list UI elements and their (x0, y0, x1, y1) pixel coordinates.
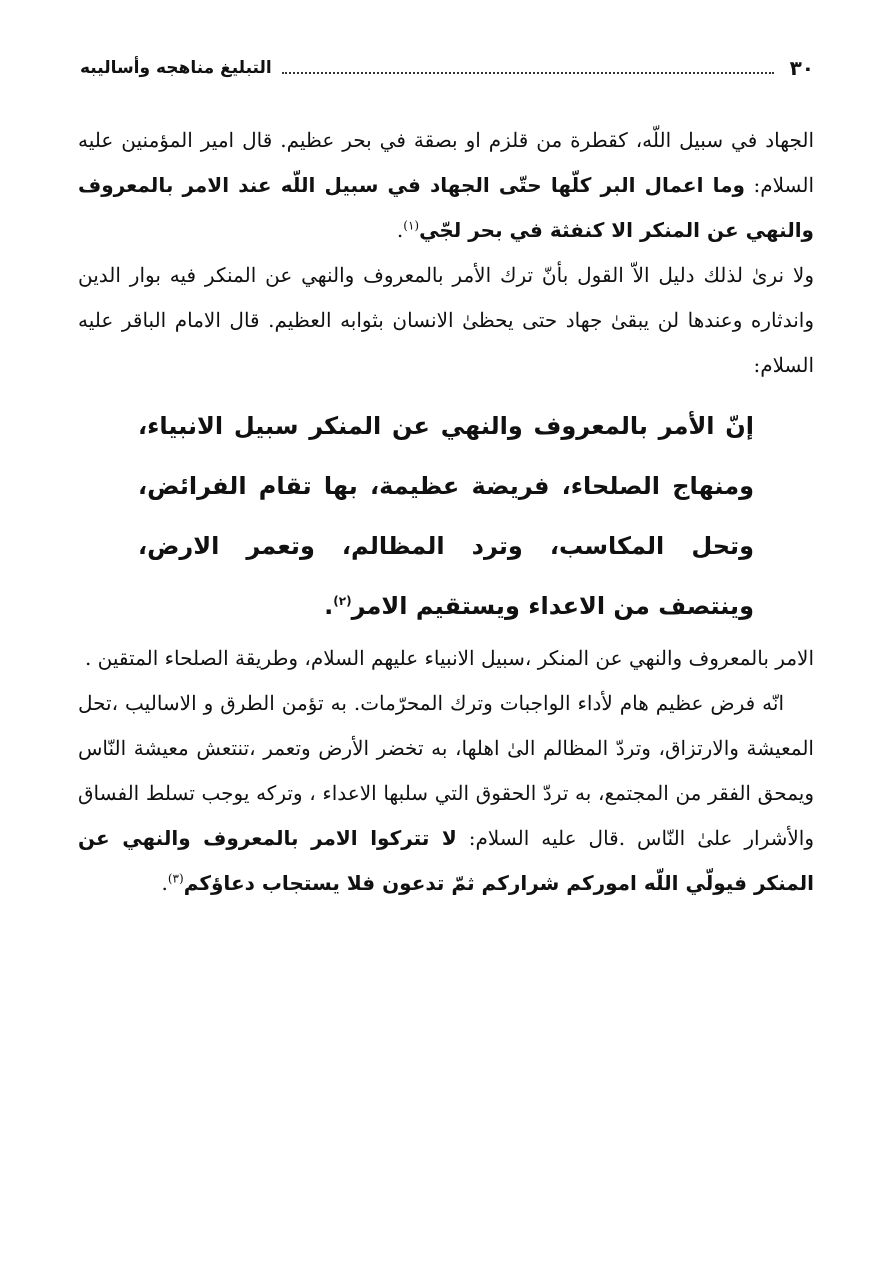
paragraph-4-quote: لا تتركوا الامر بالمعروف والنهي عن المنكر فيولّي اللّه اموركم شراركم ثمّ تدعون فلا يستجاب دعاؤكم (78, 826, 814, 895)
running-title: التبليغ مناهجه وأساليبه (80, 58, 272, 78)
hadith-quote-text: إنّ الأمر بالمعروف والنهي عن المنكر سبيل الانبياء، ومنهاج الصلحاء، فريضة عظيمة، بها تقام الفرائض، وتحل المكاسب، وترد المظالم، وتعمر الارض، وينتصف من الاعداء ويستقيم الامر (138, 412, 754, 620)
paragraph-3-text: الامر بالمعروف والنهي عن المنكر ،سبيل الانبياء عليهم السلام، وطريقة الصلحاء المتقين . (84, 646, 814, 670)
paragraph-1-quote: وما اعمال البر كلّها حتّى الجهاد في سبيل اللّه عند الامر بالمعروف والنهي عن المنكر الا كنفثة في بحر لجّي (78, 173, 814, 242)
paragraph-1-text: الجهاد في سبيل اللّه، كقطرة من قلزم او بصقة في بحر عظيم. قال امير المؤمنين عليه السلام: (78, 128, 814, 197)
header-dotted-leader (282, 72, 774, 74)
paragraph-4: انّه فرض عظيم هام لأداء الواجبات وترك المحرّمات. به تؤمن الطرق و الاساليب ،تحل المعيشة والارتزاق، وتردّ المظالم الىٰ اهلها، به تخضر الأرض وتعمر ،تنتعش معيشة النّاس ويمحق الفقر من المجتمع، به تردّ الحقوق التي سلبها الاعداء ، وتركه يوجب تسلط الفساق والأشرار علىٰ النّاس .قال عليه السلام: لا تتركوا الامر بالمعروف والنهي عن المنكر فيولّي اللّه اموركم شراركم ثمّ تدعون فلا يستجاب دعاؤكم$^{(٣)}$. (78, 691, 815, 895)
footnote-ref-3: (٣) (167, 871, 184, 886)
footnote-ref-2: (٢) (333, 594, 352, 608)
page-number: ٣٠ (789, 56, 814, 80)
page-header (80, 50, 814, 86)
paragraph-2-text: ولا نرىٰ لذلك دليل الاّ القول بأنّ ترك الأمر بالمعروف والنهي عن المنكر فيه بوار الدين واندثاره وعندها لن يبقىٰ جهاد حتى يحظىٰ الانسان بثوابه العظيم. قال الامام الباقر عليه السلام: (78, 263, 814, 377)
paragraph-1: الجهاد في سبيل اللّه، كقطرة من قلزم او بصقة في بحر عظيم. قال امير المؤمنين عليه السلام: وما اعمال البر كلّها حتّى الجهاد في سبيل اللّه عند الامر بالمعروف والنهي عن المنكر الا كنفثة في بحر لجّي$^{(١)}$. (78, 128, 814, 242)
paragraph-4-text: انّه فرض عظيم هام لأداء الواجبات وترك المحرّمات. به تؤمن الطرق و الاساليب ،تحل المعيشة والارتزاق، وتردّ المظالم الىٰ اهلها، به تخضر الأرض وتعمر ،تنتعش معيشة النّاس ويمحق الفقر من المجتمع، به تردّ الحقوق التي سلبها الاعداء ، وتركه يوجب تسلط الفساق والأشرار علىٰ النّاس .قال عليه السلام: (78, 691, 815, 850)
paragraph-3 (78, 636, 814, 681)
paragraph-2 (78, 253, 814, 388)
footnote-ref-1: (١) (403, 218, 420, 233)
hadith-quote-block: إنّ الأمر بالمعروف والنهي عن المنكر سبيل الانبياء، ومنهاج الصلحاء، فريضة عظيمة، بها تقام الفرائض، وتحل المكاسب، وترد المظالم، وتعمر الارض، وينتصف من الاعداء ويستقيم الامر$^{(٢)}$. (138, 412, 754, 620)
page-body (78, 118, 814, 906)
